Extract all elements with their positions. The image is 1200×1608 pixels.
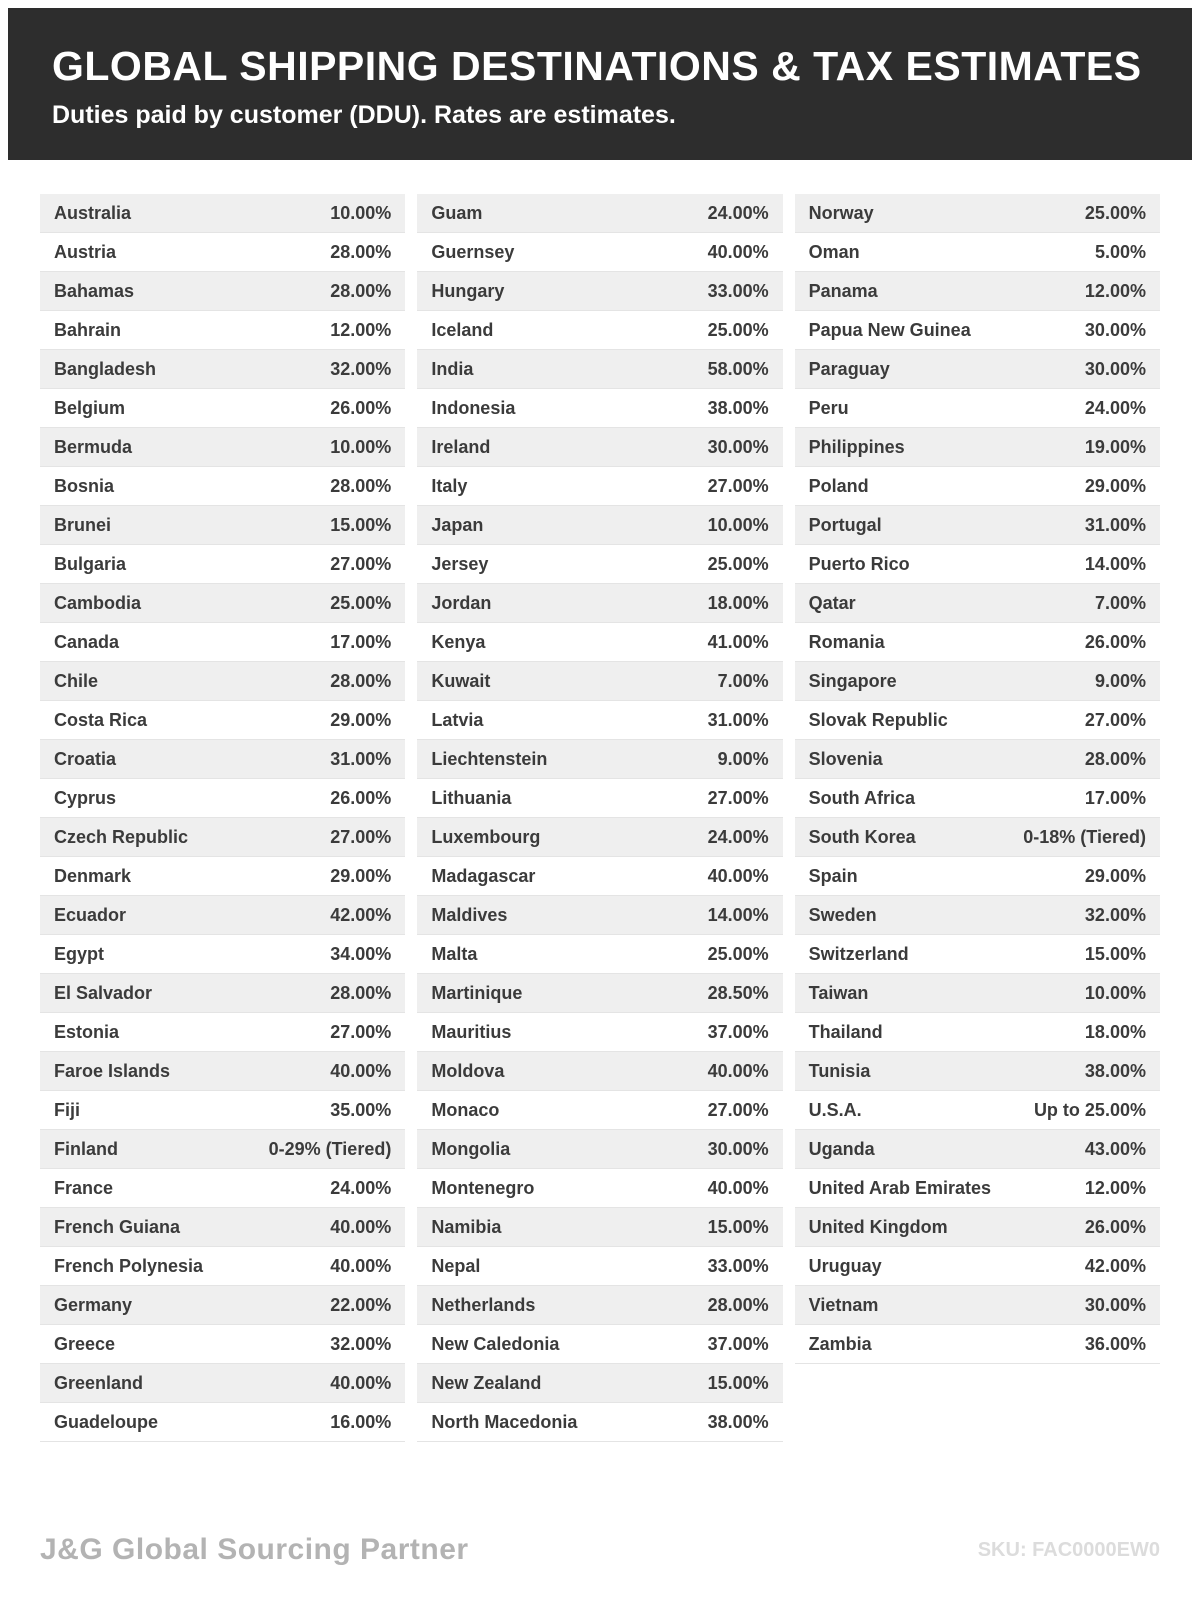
table-row [40, 1130, 405, 1169]
table-row [417, 584, 782, 623]
country-name: Puerto Rico [808, 553, 910, 574]
tax-rate: 27.00% [707, 475, 769, 496]
table-row [40, 818, 405, 857]
country-name: Paraguay [808, 358, 890, 379]
country-name: Jersey [431, 553, 489, 574]
country-name: Estonia [54, 1021, 120, 1042]
table-row [417, 311, 782, 350]
table-row [417, 1130, 782, 1169]
country-name: Indonesia [431, 397, 516, 418]
table-row [40, 1091, 405, 1130]
table-row [417, 1052, 782, 1091]
rates-column-1 [40, 194, 405, 1442]
country-name: Bosnia [54, 475, 115, 496]
rates-table [0, 160, 1200, 1442]
country-name: Cyprus [54, 787, 117, 808]
country-name: Greenland [54, 1372, 144, 1393]
table-row [40, 467, 405, 506]
tax-rate: 30.00% [1084, 358, 1146, 379]
tax-rate: 17.00% [330, 631, 392, 652]
table-row [40, 896, 405, 935]
country-name: Kuwait [431, 670, 491, 691]
tax-rate: 28.00% [1084, 748, 1146, 769]
country-name: Thailand [808, 1021, 883, 1042]
country-name: Panama [808, 280, 878, 301]
table-row [795, 467, 1160, 506]
country-name: United Kingdom [808, 1216, 948, 1237]
page-title: GLOBAL SHIPPING DESTINATIONS & TAX ESTIMATES [52, 43, 1142, 89]
country-name: Philippines [808, 436, 905, 457]
table-row [40, 779, 405, 818]
tax-rate: 12.00% [1084, 280, 1146, 301]
tax-rate: 27.00% [330, 1021, 392, 1042]
tax-rate: 27.00% [1084, 709, 1146, 730]
table-row [417, 194, 782, 233]
tax-rate: 29.00% [1084, 865, 1146, 886]
country-name: Germany [54, 1294, 133, 1315]
country-name: South Africa [808, 787, 915, 808]
table-row [40, 1052, 405, 1091]
tax-rate: 32.00% [1084, 904, 1146, 925]
tax-rate: 29.00% [1084, 475, 1146, 496]
tax-rate: 42.00% [1084, 1255, 1146, 1276]
table-row [795, 623, 1160, 662]
tax-rate: 5.00% [1094, 241, 1146, 262]
table-row [417, 1403, 782, 1442]
tax-rate: 7.00% [1094, 592, 1146, 613]
tax-rate: 40.00% [707, 865, 769, 886]
country-name: Luxembourg [431, 826, 541, 847]
tax-rate: 7.00% [717, 670, 769, 691]
country-name: U.S.A. [808, 1099, 862, 1120]
table-row [40, 506, 405, 545]
country-name: Malta [431, 943, 478, 964]
country-name: Norway [808, 202, 874, 223]
country-name: Switzerland [808, 943, 909, 964]
table-row [40, 194, 405, 233]
country-name: El Salvador [54, 982, 153, 1003]
country-name: Belgium [54, 397, 126, 418]
tax-rate: 30.00% [1084, 319, 1146, 340]
rates-column-3 [795, 194, 1160, 1364]
table-row [795, 935, 1160, 974]
tax-rate: 26.00% [1084, 631, 1146, 652]
table-row [417, 1325, 782, 1364]
country-name: Uganda [808, 1138, 875, 1159]
table-row [40, 623, 405, 662]
table-row [417, 233, 782, 272]
tax-rate: 15.00% [707, 1372, 769, 1393]
table-row [795, 818, 1160, 857]
table-row [417, 1169, 782, 1208]
tax-rate: 24.00% [707, 826, 769, 847]
tax-rate: 22.00% [330, 1294, 392, 1315]
tax-rate: 10.00% [330, 202, 392, 223]
table-row [417, 1247, 782, 1286]
tax-rate: 28.00% [330, 241, 392, 262]
table-row [795, 545, 1160, 584]
tax-rate: 24.00% [330, 1177, 392, 1198]
table-row [40, 857, 405, 896]
tax-rate: 25.00% [707, 319, 769, 340]
tax-rate: 10.00% [707, 514, 769, 535]
tax-rate: 12.00% [1084, 1177, 1146, 1198]
country-name: Fiji [54, 1099, 80, 1120]
table-row [417, 1208, 782, 1247]
table-row [417, 740, 782, 779]
country-name: Guadeloupe [54, 1411, 159, 1432]
tax-rate: 27.00% [330, 826, 392, 847]
country-name: Taiwan [808, 982, 869, 1003]
table-row [417, 1013, 782, 1052]
tax-rate: 40.00% [707, 241, 769, 262]
table-row [417, 857, 782, 896]
country-name: Portugal [808, 514, 882, 535]
country-name: India [431, 358, 474, 379]
table-row [795, 428, 1160, 467]
table-row [417, 545, 782, 584]
tax-rate: 26.00% [1084, 1216, 1146, 1237]
country-name: Cambodia [54, 592, 142, 613]
table-row [40, 428, 405, 467]
table-row [795, 701, 1160, 740]
country-name: Guernsey [431, 241, 515, 262]
table-row [40, 389, 405, 428]
country-name: Mauritius [431, 1021, 512, 1042]
country-name: Chile [54, 670, 99, 691]
tax-rate: 40.00% [707, 1060, 769, 1081]
table-row [40, 935, 405, 974]
country-name: Ireland [431, 436, 491, 457]
tax-rate: 36.00% [1084, 1333, 1146, 1354]
tax-rate: 17.00% [1084, 787, 1146, 808]
country-name: Liechtenstein [431, 748, 548, 769]
table-row [795, 389, 1160, 428]
tax-rate: 38.00% [1084, 1060, 1146, 1081]
country-name: Bermuda [54, 436, 133, 457]
table-row [795, 311, 1160, 350]
country-name: French Polynesia [54, 1255, 204, 1276]
country-name: Kenya [431, 631, 486, 652]
country-name: Faroe Islands [54, 1060, 171, 1081]
tax-rate: 33.00% [707, 280, 769, 301]
tax-rate: 27.00% [330, 553, 392, 574]
table-row [795, 1208, 1160, 1247]
country-name: Martinique [431, 982, 523, 1003]
country-name: Papua New Guinea [808, 319, 971, 340]
table-row [795, 233, 1160, 272]
country-name: Uruguay [808, 1255, 882, 1276]
tax-rate: 27.00% [707, 787, 769, 808]
country-name: French Guiana [54, 1216, 181, 1237]
country-name: Mongolia [431, 1138, 511, 1159]
table-row [417, 350, 782, 389]
tax-rate: 12.00% [330, 319, 392, 340]
country-name: North Macedonia [431, 1411, 578, 1432]
table-row [40, 662, 405, 701]
tax-rate: 37.00% [707, 1333, 769, 1354]
table-row [417, 1286, 782, 1325]
table-row [40, 1286, 405, 1325]
country-name: Romania [808, 631, 885, 652]
tax-rate: 24.00% [1084, 397, 1146, 418]
tax-rate: 9.00% [1094, 670, 1146, 691]
table-row [40, 1403, 405, 1442]
country-name: Australia [54, 202, 132, 223]
tax-rate: Up to 25.00% [1033, 1099, 1146, 1120]
country-name: Spain [808, 865, 858, 886]
country-name: Moldova [431, 1060, 505, 1081]
table-row [40, 974, 405, 1013]
tax-rate: 0-29% (Tiered) [268, 1138, 392, 1159]
tax-rate: 28.00% [330, 670, 392, 691]
table-row [795, 272, 1160, 311]
tax-rate: 34.00% [330, 943, 392, 964]
rates-column-2 [417, 194, 782, 1442]
sku-text: SKU: FAC0000EW0 [977, 1538, 1160, 1561]
tax-rate: 28.00% [330, 982, 392, 1003]
page-header [8, 8, 1192, 160]
country-name: Costa Rica [54, 709, 148, 730]
table-row [795, 1286, 1160, 1325]
country-name: Latvia [431, 709, 484, 730]
country-name: Greece [54, 1333, 116, 1354]
tax-rate: 40.00% [330, 1060, 392, 1081]
tax-rate: 28.00% [330, 280, 392, 301]
country-name: France [54, 1177, 114, 1198]
table-row [417, 428, 782, 467]
tax-rate: 15.00% [1084, 943, 1146, 964]
tax-rate: 24.00% [707, 202, 769, 223]
table-row [40, 1364, 405, 1403]
tax-rate: 40.00% [330, 1372, 392, 1393]
tax-rate: 18.00% [1084, 1021, 1146, 1042]
tax-rate: 40.00% [330, 1216, 392, 1237]
tax-rate: 31.00% [1084, 514, 1146, 535]
country-name: New Caledonia [431, 1333, 560, 1354]
table-row [417, 818, 782, 857]
page-subtitle: Duties paid by customer (DDU). Rates are estimates. [52, 101, 676, 130]
brand-text: J&G Global Sourcing Partner [40, 1533, 469, 1566]
country-name: Czech Republic [54, 826, 189, 847]
table-row [417, 389, 782, 428]
tax-rate: 15.00% [707, 1216, 769, 1237]
tax-rate: 42.00% [330, 904, 392, 925]
country-name: Italy [431, 475, 468, 496]
country-name: Slovak Republic [808, 709, 948, 730]
country-name: Bahrain [54, 319, 122, 340]
country-name: Ecuador [54, 904, 127, 925]
tax-rate: 25.00% [1084, 202, 1146, 223]
table-row [795, 1247, 1160, 1286]
tax-rate: 37.00% [707, 1021, 769, 1042]
table-row [40, 740, 405, 779]
table-row [417, 935, 782, 974]
country-name: Denmark [54, 865, 132, 886]
table-row [795, 896, 1160, 935]
tax-rate: 32.00% [330, 358, 392, 379]
country-name: Lithuania [431, 787, 512, 808]
tax-rate: 10.00% [1084, 982, 1146, 1003]
country-name: United Arab Emirates [808, 1177, 992, 1198]
table-row [795, 350, 1160, 389]
table-row [40, 311, 405, 350]
country-name: Poland [808, 475, 869, 496]
tax-rate: 26.00% [330, 397, 392, 418]
tax-rate: 14.00% [707, 904, 769, 925]
tax-rate: 27.00% [707, 1099, 769, 1120]
tax-rate: 38.00% [707, 1411, 769, 1432]
table-row [795, 1091, 1160, 1130]
country-name: New Zealand [431, 1372, 542, 1393]
table-row [417, 896, 782, 935]
country-name: Japan [431, 514, 484, 535]
tax-rate: 16.00% [330, 1411, 392, 1432]
tax-rate: 9.00% [717, 748, 769, 769]
tax-rate: 43.00% [1084, 1138, 1146, 1159]
table-row [40, 1325, 405, 1364]
country-name: Bahamas [54, 280, 135, 301]
table-row [795, 857, 1160, 896]
country-name: Egypt [54, 943, 105, 964]
tax-rate: 30.00% [1084, 1294, 1146, 1315]
table-row [417, 272, 782, 311]
table-row [40, 350, 405, 389]
country-name: Guam [431, 202, 483, 223]
country-name: Croatia [54, 748, 117, 769]
tax-rate: 32.00% [330, 1333, 392, 1354]
country-name: Vietnam [808, 1294, 879, 1315]
country-name: Peru [808, 397, 849, 418]
country-name: Zambia [808, 1333, 872, 1354]
table-row [40, 701, 405, 740]
country-name: Finland [54, 1138, 118, 1159]
table-row [795, 1130, 1160, 1169]
country-name: Slovenia [808, 748, 883, 769]
table-row [795, 1325, 1160, 1364]
country-name: Sweden [808, 904, 877, 925]
tax-rate: 58.00% [707, 358, 769, 379]
tax-rate: 15.00% [330, 514, 392, 535]
table-row [417, 662, 782, 701]
tax-rate: 26.00% [330, 787, 392, 808]
country-name: Nepal [431, 1255, 481, 1276]
country-name: Hungary [431, 280, 505, 301]
table-row [795, 194, 1160, 233]
tax-rate: 29.00% [330, 709, 392, 730]
tax-rate: 33.00% [707, 1255, 769, 1276]
country-name: Brunei [54, 514, 112, 535]
country-name: Austria [54, 241, 117, 262]
table-row [40, 1208, 405, 1247]
country-name: Bangladesh [54, 358, 157, 379]
country-name: Singapore [808, 670, 897, 691]
tax-rate: 40.00% [707, 1177, 769, 1198]
country-name: Netherlands [431, 1294, 536, 1315]
table-row [40, 1169, 405, 1208]
tax-rate: 30.00% [707, 436, 769, 457]
table-row [40, 233, 405, 272]
tax-rate: 10.00% [330, 436, 392, 457]
tax-rate: 40.00% [330, 1255, 392, 1276]
table-row [795, 740, 1160, 779]
tax-rate: 31.00% [330, 748, 392, 769]
table-row [795, 1013, 1160, 1052]
table-row [795, 974, 1160, 1013]
table-row [40, 272, 405, 311]
table-row [795, 779, 1160, 818]
tax-rate: 38.00% [707, 397, 769, 418]
country-name: Tunisia [808, 1060, 871, 1081]
country-name: Bulgaria [54, 553, 127, 574]
tax-rate: 41.00% [707, 631, 769, 652]
country-name: Maldives [431, 904, 508, 925]
tax-rate: 29.00% [330, 865, 392, 886]
country-name: Montenegro [431, 1177, 535, 1198]
table-row [795, 1052, 1160, 1091]
table-row [40, 584, 405, 623]
table-row [417, 1091, 782, 1130]
country-name: Oman [808, 241, 860, 262]
tax-rate: 28.00% [707, 1294, 769, 1315]
tax-rate: 31.00% [707, 709, 769, 730]
table-row [795, 584, 1160, 623]
tax-rate: 18.00% [707, 592, 769, 613]
tax-rate: 35.00% [330, 1099, 392, 1120]
table-row [417, 974, 782, 1013]
country-name: Madagascar [431, 865, 536, 886]
country-name: Iceland [431, 319, 494, 340]
tax-rate: 25.00% [707, 943, 769, 964]
country-name: South Korea [808, 826, 916, 847]
table-row [417, 779, 782, 818]
tax-rate: 0-18% (Tiered) [1023, 826, 1146, 847]
table-row [40, 545, 405, 584]
tax-rate: 14.00% [1084, 553, 1146, 574]
table-row [40, 1013, 405, 1052]
country-name: Namibia [431, 1216, 502, 1237]
table-row [417, 1364, 782, 1403]
table-row [795, 506, 1160, 545]
tax-rate: 25.00% [707, 553, 769, 574]
table-row [417, 467, 782, 506]
table-row [40, 1247, 405, 1286]
page-footer [0, 1512, 1200, 1608]
tax-rate: 19.00% [1084, 436, 1146, 457]
tax-rate: 28.50% [707, 982, 769, 1003]
country-name: Qatar [808, 592, 856, 613]
country-name: Canada [54, 631, 120, 652]
table-row [417, 701, 782, 740]
tax-rate: 25.00% [330, 592, 392, 613]
country-name: Jordan [431, 592, 492, 613]
table-row [795, 1169, 1160, 1208]
tax-rate: 30.00% [707, 1138, 769, 1159]
table-row [417, 623, 782, 662]
table-row [795, 662, 1160, 701]
tax-rate: 28.00% [330, 475, 392, 496]
country-name: Monaco [431, 1099, 500, 1120]
table-row [417, 506, 782, 545]
